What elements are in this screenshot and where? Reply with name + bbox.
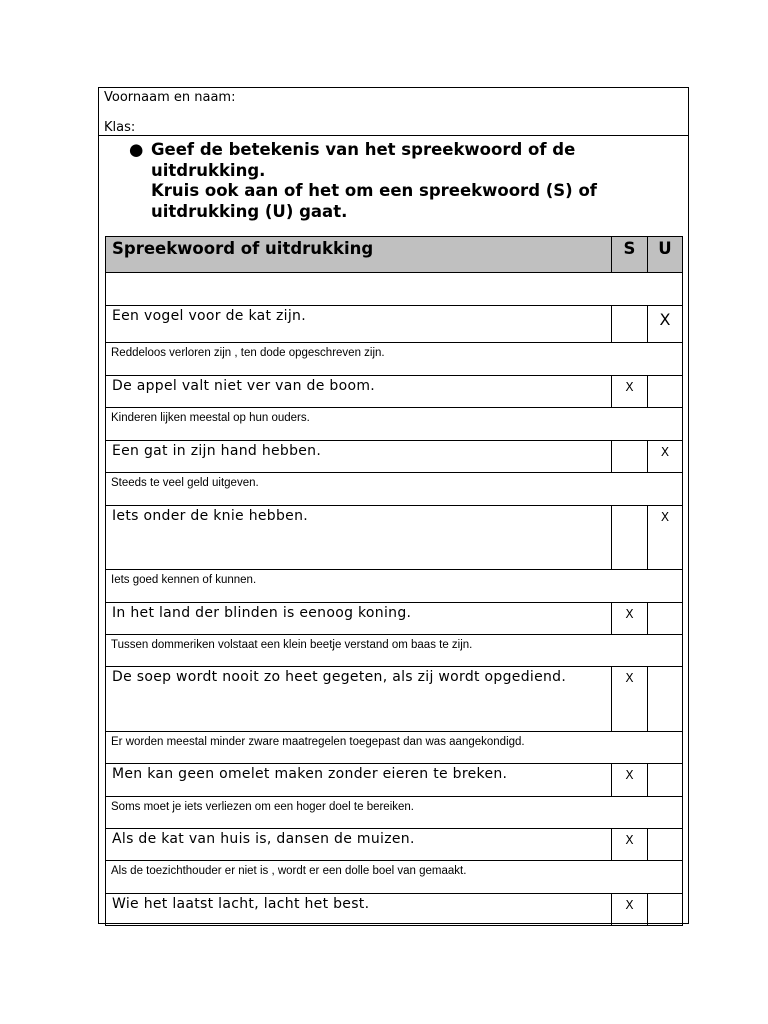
meaning-text: Als de toezichthouder er niet is , wordt er een dolle boel van gemaakt. [111, 865, 467, 877]
meaning-text: Er worden meestal minder zware maatregelen toegepast dan was aangekondigd. [111, 736, 525, 748]
meaning-text: Iets goed kennen of kunnen. [111, 574, 257, 586]
saying-text: Men kan geen omelet maken zonder eieren te breken. [112, 766, 508, 782]
saying-text: Een vogel voor de kat zijn. [112, 308, 306, 324]
instruction-line: uitdrukking (U) gaat. [151, 201, 348, 221]
s-mark[interactable]: X [625, 607, 634, 621]
saying-text: Als de kat van huis is, dansen de muizen. [112, 831, 415, 847]
saying-text: Wie het laatst lacht, lacht het best. [112, 896, 370, 912]
table-row [105, 828, 683, 860]
student-info-box [99, 88, 688, 136]
meaning-row [105, 342, 683, 375]
s-mark[interactable]: X [625, 898, 634, 912]
table-row [105, 505, 683, 569]
meaning-row [105, 472, 683, 505]
saying-text: Iets onder de knie hebben. [112, 508, 308, 524]
table-row [105, 666, 683, 731]
meaning-text: Kinderen lijken meestal op hun ouders. [111, 412, 310, 424]
column-header-u: U [658, 239, 672, 258]
name-label: Voornaam en naam: [104, 90, 236, 105]
s-mark[interactable]: X [625, 671, 634, 685]
saying-text: In het land der blinden is eenoog koning. [112, 605, 412, 621]
table-row [105, 305, 683, 342]
u-mark[interactable]: X [659, 310, 671, 329]
meaning-text: Steeds te veel geld uitgeven. [111, 477, 259, 489]
u-mark[interactable]: X [660, 445, 670, 459]
meaning-row [105, 569, 683, 602]
meaning-row [105, 731, 683, 763]
table-header-row [105, 236, 683, 272]
instruction-line: uitdrukking. [151, 160, 266, 180]
column-header-s: S [623, 239, 636, 258]
worksheet-frame [98, 87, 689, 924]
s-mark[interactable]: X [625, 833, 634, 847]
class-label: Klas: [104, 120, 136, 135]
saying-text: Een gat in zijn hand hebben. [112, 443, 322, 459]
column-header-saying: Spreekwoord of uitdrukking [112, 239, 374, 258]
empty-row [105, 272, 683, 305]
meaning-row [105, 860, 683, 893]
meaning-row [105, 407, 683, 440]
s-mark[interactable]: X [625, 768, 634, 782]
table-bottom-border [105, 925, 683, 926]
s-mark[interactable]: X [625, 380, 634, 394]
table-row [105, 763, 683, 796]
meaning-row [105, 796, 683, 828]
table-row [105, 602, 683, 634]
u-mark[interactable]: X [660, 510, 670, 524]
table-row [105, 893, 683, 925]
meaning-text: Tussen dommeriken volstaat een klein beetje verstand om baas te zijn. [111, 639, 473, 651]
table-row [105, 375, 683, 407]
instruction-line: Geef de betekenis van het spreekwoord of de [151, 140, 576, 159]
table-row [105, 440, 683, 472]
meaning-text: Soms moet je iets verliezen om een hoger doel te bereiken. [111, 801, 414, 813]
instruction-line: Kruis ook aan of het om een spreekwoord (S) of [151, 181, 597, 200]
meaning-text: Reddeloos verloren zijn , ten dode opgeschreven zijn. [111, 347, 385, 359]
bullet-icon: ● [129, 140, 144, 159]
saying-text: De soep wordt nooit zo heet gegeten, als zij wordt opgediend. [112, 669, 567, 685]
saying-text: De appel valt niet ver van de boom. [112, 378, 376, 394]
